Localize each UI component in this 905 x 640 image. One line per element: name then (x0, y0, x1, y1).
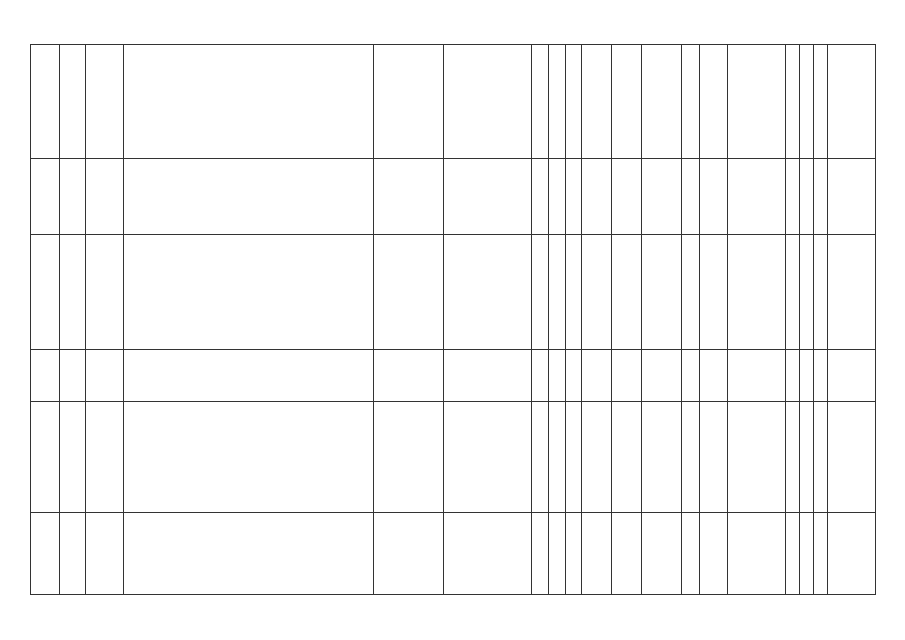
route-transport-type (612, 235, 642, 350)
route-streets-forward (374, 402, 444, 513)
route-extra-1 (786, 513, 800, 595)
route-extra-2 (800, 350, 814, 402)
route-streets-backward (444, 350, 532, 402)
route-length (532, 159, 549, 235)
route-streets-backward (444, 159, 532, 235)
table-row (31, 402, 876, 513)
route-number (31, 402, 60, 513)
route-start-date (700, 513, 728, 595)
route-number (31, 350, 60, 402)
route-start-date (700, 45, 728, 159)
route-extra-4 (828, 513, 876, 595)
route-vehicle-ecology (642, 45, 682, 159)
route-extra-1 (786, 159, 800, 235)
route-start-date (700, 350, 728, 402)
route-transport-type (612, 45, 642, 159)
table-row (31, 235, 876, 350)
route-number (31, 513, 60, 595)
route-carrier (728, 159, 786, 235)
route-number (31, 45, 60, 159)
route-tariff-type (582, 45, 612, 159)
route-vehicle-count (682, 513, 700, 595)
route-transport-type (612, 159, 642, 235)
route-reg (60, 350, 86, 402)
route-transport-type (612, 350, 642, 402)
route-extra-4 (828, 350, 876, 402)
route-vehicle-class (566, 45, 582, 159)
route-streets-forward (374, 235, 444, 350)
routes-table (30, 44, 876, 595)
route-extra-1 (786, 45, 800, 159)
route-extra-3 (814, 402, 828, 513)
table-row (31, 350, 876, 402)
route-extra-4 (828, 402, 876, 513)
route-tariff-type (582, 235, 612, 350)
route-length (532, 350, 549, 402)
route-reg (60, 513, 86, 595)
table-row (31, 159, 876, 235)
route-length (532, 402, 549, 513)
route-extra-2 (800, 159, 814, 235)
route-number (31, 159, 60, 235)
route-streets-backward (444, 513, 532, 595)
route-number (31, 235, 60, 350)
route-seats (549, 159, 566, 235)
route-vehicle-count (682, 402, 700, 513)
route-name (86, 513, 124, 595)
route-vehicle-class (566, 402, 582, 513)
route-vehicle-ecology (642, 402, 682, 513)
route-vehicle-count (682, 350, 700, 402)
route-tariff-type (582, 402, 612, 513)
table-row (31, 513, 876, 595)
route-reg (60, 402, 86, 513)
route-stops (124, 235, 374, 350)
route-tariff-type (582, 350, 612, 402)
route-seats (549, 402, 566, 513)
route-length (532, 513, 549, 595)
route-transport-type (612, 513, 642, 595)
route-name (86, 402, 124, 513)
route-extra-2 (800, 235, 814, 350)
route-extra-3 (814, 513, 828, 595)
route-carrier (728, 402, 786, 513)
route-start-date (700, 402, 728, 513)
route-carrier (728, 513, 786, 595)
route-extra-2 (800, 45, 814, 159)
route-seats (549, 350, 566, 402)
route-streets-backward (444, 45, 532, 159)
route-length (532, 235, 549, 350)
route-vehicle-count (682, 159, 700, 235)
route-name (86, 159, 124, 235)
route-extra-4 (828, 45, 876, 159)
route-seats (549, 513, 566, 595)
route-name (86, 235, 124, 350)
route-extra-3 (814, 159, 828, 235)
route-reg (60, 159, 86, 235)
route-carrier (728, 235, 786, 350)
route-streets-backward (444, 402, 532, 513)
route-tariff-type (582, 159, 612, 235)
route-streets-backward (444, 235, 532, 350)
route-extra-1 (786, 402, 800, 513)
route-vehicle-count (682, 235, 700, 350)
route-stops (124, 402, 374, 513)
route-vehicle-class (566, 159, 582, 235)
route-extra-3 (814, 350, 828, 402)
route-stops (124, 513, 374, 595)
route-vehicle-ecology (642, 235, 682, 350)
route-stops (124, 159, 374, 235)
route-name (86, 350, 124, 402)
route-name (86, 45, 124, 159)
route-length (532, 45, 549, 159)
route-extra-1 (786, 350, 800, 402)
route-stops (124, 45, 374, 159)
route-extra-1 (786, 235, 800, 350)
route-vehicle-ecology (642, 513, 682, 595)
route-extra-2 (800, 402, 814, 513)
route-reg (60, 235, 86, 350)
route-vehicle-class (566, 513, 582, 595)
route-extra-3 (814, 235, 828, 350)
route-seats (549, 235, 566, 350)
route-carrier (728, 45, 786, 159)
route-tariff-type (582, 513, 612, 595)
table-row (31, 45, 876, 159)
route-seats (549, 45, 566, 159)
route-streets-forward (374, 350, 444, 402)
route-extra-4 (828, 159, 876, 235)
route-start-date (700, 235, 728, 350)
route-stops (124, 350, 374, 402)
route-streets-forward (374, 45, 444, 159)
route-reg (60, 45, 86, 159)
route-vehicle-ecology (642, 159, 682, 235)
route-extra-2 (800, 513, 814, 595)
route-vehicle-count (682, 45, 700, 159)
route-extra-4 (828, 235, 876, 350)
route-vehicle-class (566, 350, 582, 402)
route-streets-forward (374, 159, 444, 235)
route-transport-type (612, 402, 642, 513)
route-vehicle-ecology (642, 350, 682, 402)
route-extra-3 (814, 45, 828, 159)
route-carrier (728, 350, 786, 402)
route-start-date (700, 159, 728, 235)
route-streets-forward (374, 513, 444, 595)
route-vehicle-class (566, 235, 582, 350)
